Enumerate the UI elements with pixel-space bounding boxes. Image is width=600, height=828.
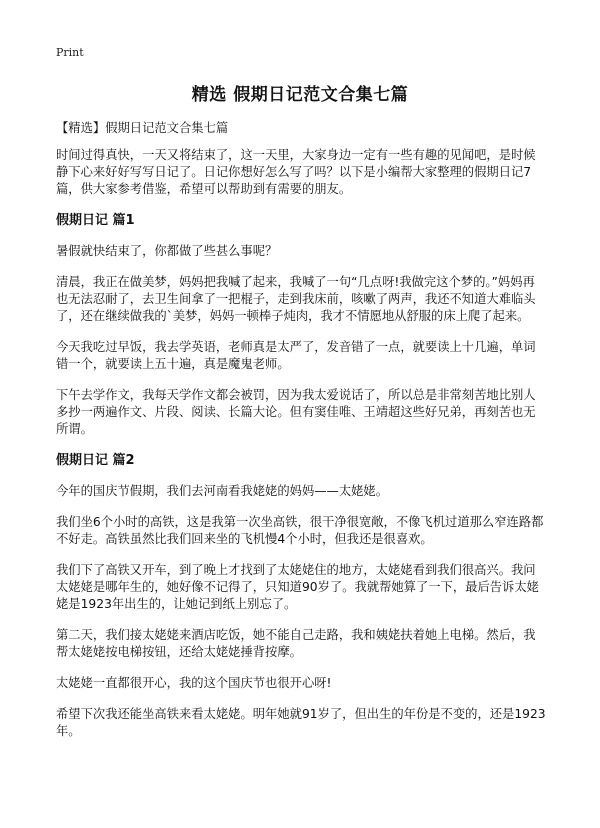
section1-paragraph: 暑假就快结束了，你都做了些甚么事呢？ (56, 244, 278, 258)
section2-paragraph: 太姥姥一直都很开心，我的这个国庆节也很开心呀! (56, 676, 332, 690)
print-label[interactable]: Print (56, 46, 84, 59)
section1-paragraph: 今天我吃过早饭，我去学英语，老师真是太严了，发音错了一点，就要读上十几遍，单词错一个，就要读上五十遍，真是魔鬼老师。 (56, 340, 536, 371)
section2-paragraph: 我们坐6个小时的高铁，这是我第一次坐高铁，很干净很宽敞，不像飞机过道那么窄连路都不好走。高铁虽然比我们回来坐的飞机慢4个小时，但我还是很喜欢。 (56, 515, 544, 546)
section2-paragraph: 希望下次我还能坐高铁来看太姥姥。明年她就91岁了，但出生的年份是不变的，还是1923年。 (56, 707, 546, 738)
section2-paragraph: 我们下了高铁又开车，到了晚上才找到了太姥姥住的地方，太姥姥看到我们很高兴。我问太姥姥是哪年生的，她好像不记得了，只知道90岁了。我就帮她算了一下，最后告诉太姥姥是1923年出生的，让她记到纸上别忘了。 (56, 563, 539, 611)
intro-paragraph: 时间过得真快，一天又将结束了，这一天里，大家身边一定有一些有趣的见闻吧，是时候静下心来好好写写日记了。日记你想好怎么写了吗？以下是小编帮大家整理的假期日记7篇，供大家参考借鉴，希望可以帮助到有需要的朋友。 (56, 148, 536, 196)
section1-heading: 假期日记 篇1 (56, 213, 135, 228)
page-title: 精选 假期日记范文合集七篇 (191, 85, 409, 105)
lead-paragraph: 【精选】假期日记范文合集七篇 (56, 121, 229, 135)
section2-paragraph: 第二天，我们接太姥姥来酒店吃饭，她不能自己走路，我和姨姥扶着她上电梯。然后，我帮太姥姥按电梯按钮，还给太姥姥捶背按摩。 (56, 628, 536, 659)
article-body (56, 120, 546, 754)
section2-paragraph: 今年的国庆节假期，我们去河南看我姥姥的妈妈——太姥姥。 (56, 484, 389, 498)
section1-paragraph: 清晨，我正在做美梦，妈妈把我喊了起来，我喊了一句“几点呀!我做完这个梦的。”妈妈再也无法忍耐了，去卫生间拿了一把棍子，走到我床前，咳嗽了两声，我还不知道大难临头了，还在继续做我的`美梦，妈妈一顿棒子炖肉，我才不情愿地从舒服的床上爬了起来。 (56, 275, 536, 323)
section1-paragraph: 下午去学作文，我每天学作文都会被罚，因为我太爱说话了，所以总是非常刻苦地比别人多抄一两遍作文、片段、阅读、长篇大论。但有窦佳唯、王靖超这些好兄弟，再刻苦也无所谓。 (56, 388, 536, 436)
section2-heading: 假期日记 篇2 (56, 453, 135, 468)
